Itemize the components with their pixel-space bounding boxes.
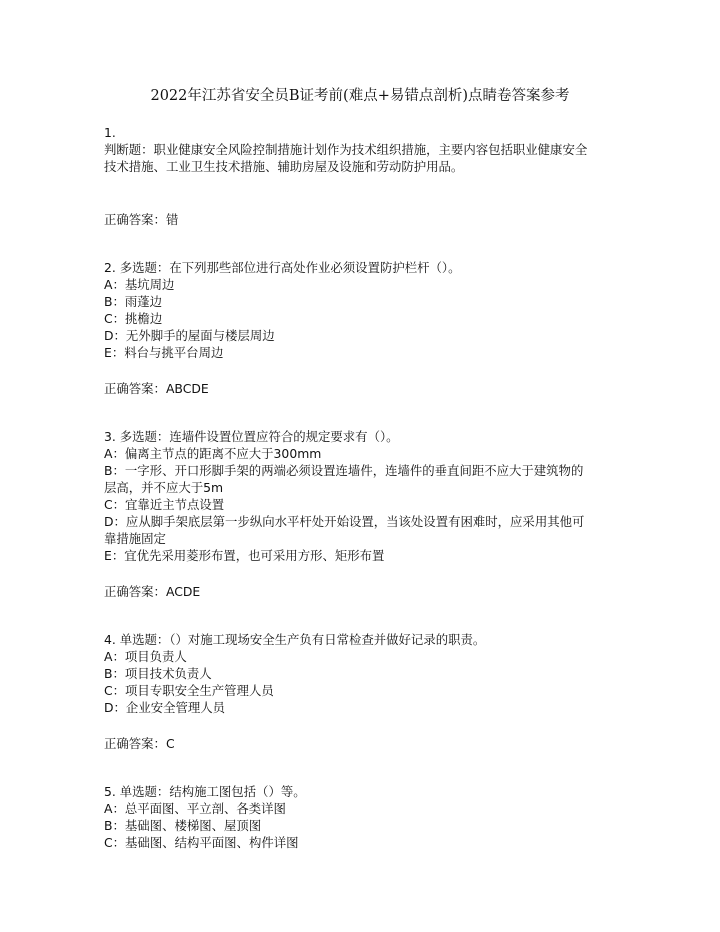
option-b-continued: 层高，并不应大于5m <box>104 480 224 495</box>
option-b: B：一字形、开口形脚手架的两端必须设置连墙件，连墙件的垂直间距不应大于建筑物的 <box>104 463 584 478</box>
option-d: D：无外脚手的屋面与楼层周边 <box>104 328 275 343</box>
option-a: A：总平面图、平立剖、各类详图 <box>104 801 286 816</box>
option-d: D：应从脚手架底层第一步纵向水平杆处开始设置，当该处设置有困难时，应采用其他可 <box>104 514 585 529</box>
question-list <box>104 124 624 851</box>
option-e: E：宜优先采用菱形布置，也可采用方形、矩形布置 <box>104 548 385 563</box>
question-4 <box>104 631 624 752</box>
question-5 <box>104 783 624 851</box>
option-c: C：项目专职安全生产管理人员 <box>104 683 274 698</box>
option-c: C：挑檐边 <box>104 311 163 326</box>
option-a: A：基坑周边 <box>104 277 175 292</box>
option-d-continued: 靠措施固定 <box>104 531 166 546</box>
question-number: 1. <box>104 125 116 140</box>
option-e: E：料台与挑平台周边 <box>104 345 224 360</box>
correct-answer: 正确答案：错 <box>104 212 179 227</box>
correct-answer: 正确答案：C <box>104 736 175 751</box>
option-c: C：基础图、结构平面图、构件详图 <box>104 835 299 850</box>
question-text: 判断题：职业健康安全风险控制措施计划作为技术组织措施，主要内容包括职业健康安全 <box>104 142 588 157</box>
question-text: 2. 多选题：在下列那些部位进行高处作业必须设置防护栏杆（）。 <box>104 260 461 275</box>
option-c: C：宜靠近主节点设置 <box>104 497 225 512</box>
document-title: 2022年江苏省安全员B证考前(难点+易错点剖析)点睛卷答案参考 <box>150 88 570 104</box>
option-b: B：雨蓬边 <box>104 294 163 309</box>
question-text: 3. 多选题：连墙件设置位置应符合的规定要求有（）。 <box>104 429 399 444</box>
option-a: A：项目负责人 <box>104 649 187 664</box>
question-2 <box>104 259 624 397</box>
question-text: 技术措施、工业卫生技术措施、辅助房屋及设施和劳动防护用品。 <box>104 159 464 174</box>
correct-answer: 正确答案：ACDE <box>104 584 201 599</box>
option-b: B：基础图、楼梯图、屋顶图 <box>104 818 262 833</box>
option-b: B：项目技术负责人 <box>104 666 212 681</box>
question-1 <box>104 124 624 228</box>
option-a: A：偏离主节点的距离不应大于300mm <box>104 446 322 461</box>
question-3 <box>104 428 624 600</box>
correct-answer: 正确答案：ABCDE <box>104 381 209 396</box>
option-d: D：企业安全管理人员 <box>104 700 226 715</box>
question-text: 4. 单选题：（）对施工现场安全生产负有日常检查并做好记录的职责。 <box>104 632 486 647</box>
question-text: 5. 单选题：结构施工图包括（）等。 <box>104 784 306 799</box>
